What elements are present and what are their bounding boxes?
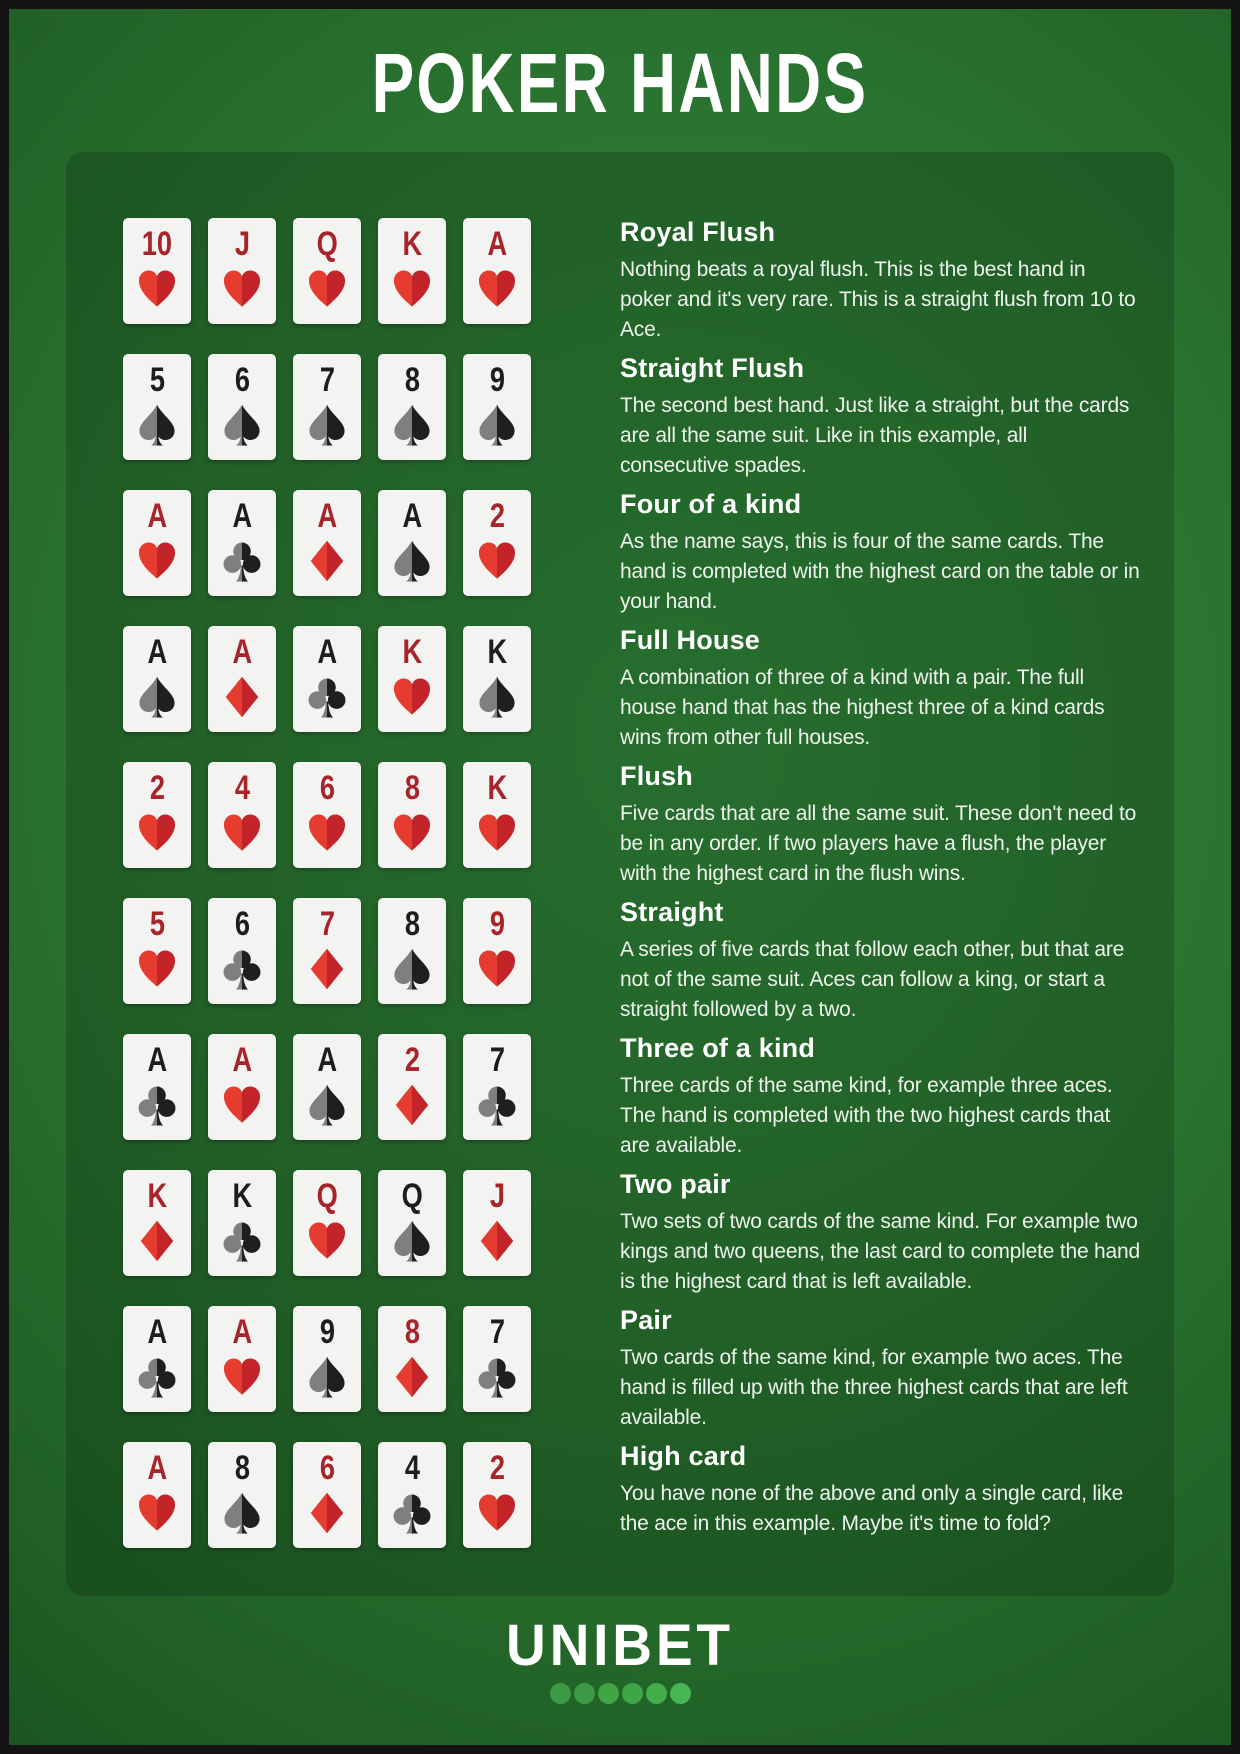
- hand-text: [620, 1442, 1140, 1539]
- hand-name: Pair: [620, 1305, 672, 1335]
- card-rank: K: [402, 633, 422, 671]
- playing-card: [293, 1442, 361, 1548]
- spade-icon: [390, 947, 434, 991]
- brand-dot: [670, 1683, 691, 1704]
- heart-icon: [220, 1083, 264, 1127]
- card-hand: [123, 1442, 531, 1548]
- spade-icon: [390, 1219, 434, 1263]
- card-hand: [123, 1306, 531, 1412]
- playing-card: [208, 490, 276, 596]
- hand-row: [123, 1305, 1174, 1429]
- card-rank: 5: [149, 905, 165, 943]
- club-icon: [220, 947, 264, 991]
- playing-card: [293, 1170, 361, 1276]
- card-rank: A: [232, 1041, 252, 1079]
- hand-row: [123, 353, 1174, 477]
- card-rank: A: [147, 1041, 167, 1079]
- card-rank: 9: [319, 1313, 335, 1351]
- playing-card: [378, 626, 446, 732]
- card-rank: 7: [319, 905, 335, 943]
- card-rank: 6: [234, 905, 250, 943]
- heart-icon: [305, 267, 349, 311]
- heart-icon: [390, 675, 434, 719]
- club-icon: [390, 1491, 434, 1535]
- card-rank: 8: [234, 1449, 250, 1487]
- hand-row: [123, 1169, 1174, 1293]
- diamond-icon: [220, 675, 264, 719]
- card-hand: [123, 1034, 531, 1140]
- hands-list: [123, 218, 1174, 1548]
- hand-name: Straight: [620, 897, 724, 927]
- card-rank: 4: [234, 769, 250, 807]
- hand-row: [123, 1442, 1174, 1548]
- playing-card: [378, 898, 446, 1004]
- brand-logo: [9, 1613, 1231, 1704]
- card-hand: [123, 626, 531, 732]
- club-icon: [220, 539, 264, 583]
- heart-icon: [135, 811, 179, 855]
- playing-card: [208, 1306, 276, 1412]
- playing-card: [378, 762, 446, 868]
- card-rank: A: [232, 633, 252, 671]
- playing-card: [208, 626, 276, 732]
- club-icon: [305, 675, 349, 719]
- brand-dot: [622, 1683, 643, 1704]
- card-rank: A: [232, 1313, 252, 1351]
- card-rank: K: [487, 633, 507, 671]
- playing-card: [378, 490, 446, 596]
- card-rank: J: [489, 1177, 505, 1215]
- playing-card: [378, 354, 446, 460]
- playing-card: [123, 1306, 191, 1412]
- card-rank: 7: [489, 1041, 505, 1079]
- hand-row: [123, 897, 1174, 1021]
- hand-row: [123, 489, 1174, 613]
- brand-dot: [550, 1683, 571, 1704]
- heart-icon: [135, 947, 179, 991]
- card-rank: A: [317, 497, 337, 535]
- hand-name: Full House: [620, 625, 761, 655]
- card-rank: 8: [404, 361, 420, 399]
- playing-card: [208, 354, 276, 460]
- playing-card: [378, 1306, 446, 1412]
- hand-description: Nothing beats a royal flush. This is the best hand in poker and it's very rare. This is a straight flush from 10 to Ace.: [620, 257, 1136, 341]
- playing-card: [293, 1306, 361, 1412]
- hand-text: [620, 1170, 1140, 1297]
- playing-card: [293, 354, 361, 460]
- hand-text: [620, 490, 1140, 617]
- heart-icon: [220, 267, 264, 311]
- card-hand: [123, 762, 531, 868]
- playing-card: [123, 626, 191, 732]
- card-hand: [123, 490, 531, 596]
- playing-card: [123, 1442, 191, 1548]
- card-rank: A: [147, 1313, 167, 1351]
- spade-icon: [135, 403, 179, 447]
- playing-card: [293, 490, 361, 596]
- hand-description: Two cards of the same kind, for example two aces. The hand is filled up with the three highest cards that are left available.: [620, 1345, 1128, 1429]
- hand-description: As the name says, this is four of the same cards. The hand is completed with the highest card on the table or in your hand.: [620, 529, 1140, 613]
- diamond-icon: [475, 1219, 519, 1263]
- brand-dots: [9, 1683, 1231, 1704]
- heart-icon: [390, 811, 434, 855]
- playing-card: [123, 490, 191, 596]
- playing-card: [378, 218, 446, 324]
- brand-dot: [598, 1683, 619, 1704]
- hand-name: Two pair: [620, 1169, 731, 1199]
- diamond-icon: [305, 947, 349, 991]
- page-title: POKER HANDS: [371, 36, 869, 130]
- heart-icon: [220, 1355, 264, 1399]
- card-rank: A: [232, 497, 252, 535]
- card-rank: Q: [316, 225, 338, 263]
- playing-card: [378, 1170, 446, 1276]
- hand-row: [123, 761, 1174, 885]
- hand-name: Royal Flush: [620, 217, 776, 247]
- playing-card: [123, 354, 191, 460]
- diamond-icon: [305, 539, 349, 583]
- card-rank: 9: [489, 361, 505, 399]
- card-rank: 6: [319, 1449, 335, 1487]
- hand-row: [123, 1033, 1174, 1157]
- hand-text: [620, 1034, 1140, 1161]
- diamond-icon: [305, 1491, 349, 1535]
- playing-card: [293, 218, 361, 324]
- card-rank: K: [487, 769, 507, 807]
- card-rank: 6: [234, 361, 250, 399]
- hand-row: [123, 217, 1174, 341]
- playing-card: [123, 218, 191, 324]
- spade-icon: [390, 539, 434, 583]
- card-rank: 4: [404, 1449, 420, 1487]
- heart-icon: [135, 267, 179, 311]
- hand-text: [620, 354, 1140, 481]
- card-rank: 6: [319, 769, 335, 807]
- playing-card: [463, 218, 531, 324]
- spade-icon: [135, 675, 179, 719]
- club-icon: [135, 1355, 179, 1399]
- card-rank: 2: [404, 1041, 420, 1079]
- card-hand: [123, 1170, 531, 1276]
- hand-text: [620, 218, 1140, 345]
- playing-card: [208, 898, 276, 1004]
- card-rank: 10: [141, 225, 173, 263]
- club-icon: [220, 1219, 264, 1263]
- card-rank: A: [402, 497, 422, 535]
- diamond-icon: [390, 1083, 434, 1127]
- hand-name: High card: [620, 1441, 747, 1471]
- card-rank: 7: [489, 1313, 505, 1351]
- card-hand: [123, 354, 531, 460]
- diamond-icon: [135, 1219, 179, 1263]
- hand-description: Three cards of the same kind, for example three aces. The hand is completed with the two highest cards that are available.: [620, 1073, 1113, 1157]
- playing-card: [378, 1442, 446, 1548]
- heart-icon: [475, 947, 519, 991]
- card-rank: A: [487, 225, 507, 263]
- hand-name: Straight Flush: [620, 353, 805, 383]
- playing-card: [463, 1442, 531, 1548]
- heart-icon: [305, 1219, 349, 1263]
- brand-name: UNIBET: [506, 1613, 734, 1678]
- spade-icon: [220, 403, 264, 447]
- playing-card: [463, 490, 531, 596]
- heart-icon: [475, 267, 519, 311]
- card-rank: K: [147, 1177, 167, 1215]
- playing-card: [293, 898, 361, 1004]
- heart-icon: [220, 811, 264, 855]
- playing-card: [123, 1170, 191, 1276]
- playing-card: [208, 1442, 276, 1548]
- heart-icon: [475, 811, 519, 855]
- playing-card: [293, 762, 361, 868]
- hand-text: [620, 626, 1140, 753]
- hand-description: Two sets of two cards of the same kind. For example two kings and two queens, the last card to complete the hand is the highest card that is left available.: [620, 1209, 1140, 1293]
- card-rank: A: [317, 633, 337, 671]
- heart-icon: [390, 267, 434, 311]
- diamond-icon: [390, 1355, 434, 1399]
- playing-card: [208, 218, 276, 324]
- brand-dot: [646, 1683, 667, 1704]
- playing-card: [463, 354, 531, 460]
- spade-icon: [305, 1355, 349, 1399]
- card-rank: 9: [489, 905, 505, 943]
- playing-card: [463, 762, 531, 868]
- poker-hands-panel: [66, 152, 1174, 1596]
- spade-icon: [305, 1083, 349, 1127]
- spade-icon: [475, 675, 519, 719]
- spade-icon: [475, 403, 519, 447]
- card-rank: 2: [149, 769, 165, 807]
- playing-card: [123, 1034, 191, 1140]
- playing-card: [293, 626, 361, 732]
- playing-card: [463, 626, 531, 732]
- card-rank: K: [232, 1177, 252, 1215]
- heart-icon: [475, 1491, 519, 1535]
- brand-dot: [574, 1683, 595, 1704]
- playing-card: [208, 1034, 276, 1140]
- club-icon: [475, 1355, 519, 1399]
- hand-row: [123, 625, 1174, 749]
- card-rank: A: [147, 1449, 167, 1487]
- card-rank: 8: [404, 905, 420, 943]
- card-rank: Q: [316, 1177, 338, 1215]
- hand-text: [620, 762, 1140, 889]
- spade-icon: [305, 403, 349, 447]
- playing-card: [378, 1034, 446, 1140]
- playing-card: [463, 898, 531, 1004]
- playing-card: [123, 762, 191, 868]
- hand-description: The second best hand. Just like a straight, but the cards are all the same suit. Like in this example, all consecutive spades.: [620, 393, 1130, 477]
- spade-icon: [220, 1491, 264, 1535]
- hand-description: Five cards that are all the same suit. These don't need to be in any order. If two players have a flush, the player with the highest card in the flush wins.: [620, 801, 1137, 885]
- playing-card: [463, 1034, 531, 1140]
- card-rank: 2: [489, 1449, 505, 1487]
- card-rank: J: [234, 225, 250, 263]
- card-rank: 5: [149, 361, 165, 399]
- card-rank: A: [317, 1041, 337, 1079]
- heart-icon: [135, 539, 179, 583]
- hand-name: Flush: [620, 761, 693, 791]
- playing-card: [463, 1170, 531, 1276]
- card-rank: 8: [404, 1313, 420, 1351]
- heart-icon: [135, 1491, 179, 1535]
- hand-description: You have none of the above and only a single card, like the ace in this example. Maybe it's time to fold?: [620, 1481, 1124, 1535]
- playing-card: [293, 1034, 361, 1140]
- heart-icon: [305, 811, 349, 855]
- hand-name: Three of a kind: [620, 1033, 816, 1063]
- heart-icon: [475, 539, 519, 583]
- card-rank: Q: [401, 1177, 423, 1215]
- hand-text: [620, 898, 1140, 1025]
- card-hand: [123, 898, 531, 1004]
- hand-text: [620, 1306, 1140, 1433]
- card-rank: A: [147, 497, 167, 535]
- spade-icon: [390, 403, 434, 447]
- playing-card: [208, 1170, 276, 1276]
- card-rank: K: [402, 225, 422, 263]
- club-icon: [475, 1083, 519, 1127]
- card-rank: 2: [489, 497, 505, 535]
- hand-description: A series of five cards that follow each other, but that are not of the same suit. Aces can follow a king, or start a straight followed by a two.: [620, 937, 1125, 1021]
- playing-card: [463, 1306, 531, 1412]
- card-hand: [123, 218, 531, 324]
- hand-name: Four of a kind: [620, 489, 802, 519]
- playing-card: [123, 898, 191, 1004]
- card-rank: A: [147, 633, 167, 671]
- card-rank: 8: [404, 769, 420, 807]
- card-rank: 7: [319, 361, 335, 399]
- hand-description: A combination of three of a kind with a pair. The full house hand that has the highest three of a kind cards wins from other full houses.: [620, 665, 1105, 749]
- playing-card: [208, 762, 276, 868]
- club-icon: [135, 1083, 179, 1127]
